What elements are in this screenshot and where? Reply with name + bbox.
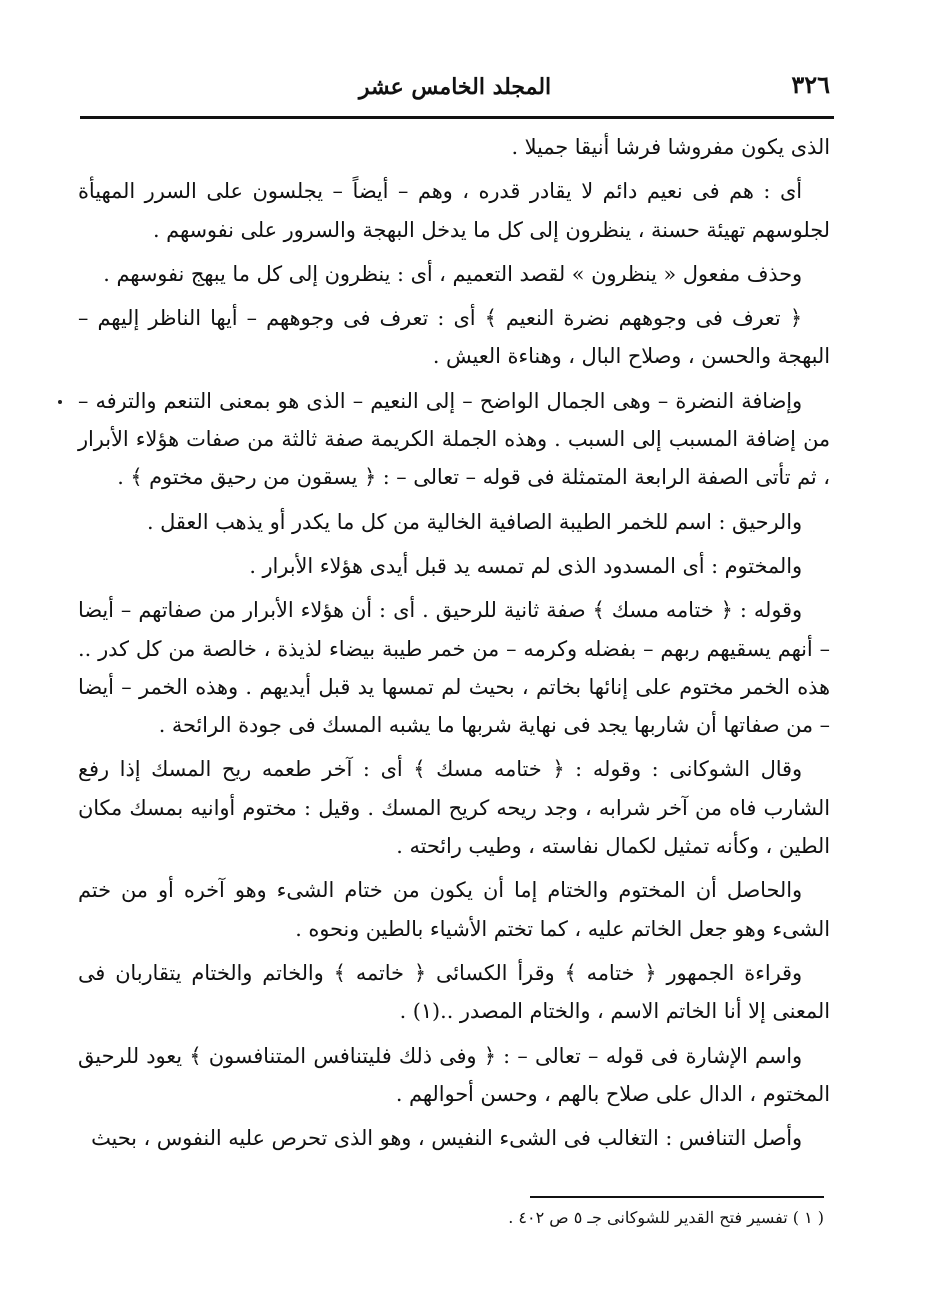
paragraph: والحاصل أن المختوم والختام إما أن يكون من ختام الشىء وهو آخره أو من ختم الشىء وهو جعل الخاتم عليه ، كما تختم الأشياء بالطين ونحوه . [78, 878, 830, 941]
paragraph: والرحيق : اسم للخمر الطيبة الصافية الخالية من كل ما يكدر أو يذهب العقل . [146, 509, 802, 534]
paragraph: وقال الشوكانى : وقوله : ﴿ ختامه مسك ﴾ أى : آخر طعمه ريح المسك إذا رفع الشارب فاه من آخر شرابه ، وجد ريحه كريح المسك . وقيل : مختوم أوانيه بمسك مكان الطين ، وكأنه تمثيل لكمال نفاسته ، وطيب رائحته . [78, 757, 830, 859]
margin-mark [58, 400, 62, 404]
paragraph: وإضافة النضرة – وهى الجمال الواضح – إلى النعيم – الذى هو بمعنى التنعم والترفه – من إضافة المسبب إلى السبب . وهذه الجملة الكريمة صفة ثالثة من صفات هؤلاء الأبرار ، ثم تأتى الصفة الرابعة المتمثلة فى قوله – تعالى – : ﴿ يسقون من رحيق مختوم ﴾ . [78, 388, 830, 490]
body-text [78, 128, 830, 1163]
header-divider [80, 116, 834, 119]
paragraph: الذى يكون مفروشا فرشا أنيقا جميلا . [511, 135, 830, 159]
paragraph: والمختوم : أى المسدود الذى لم تمسه يد قبل أيدى هؤلاء الأبرار . [249, 553, 802, 578]
paragraph: وقراءة الجمهور ﴿ ختامه ﴾ وقرأ الكسائى ﴿ خاتمه ﴾ والخاتم والختام يتقاربان فى المعنى إلا أنا الخاتم الاسم ، والختام المصدر ..(١) . [78, 960, 830, 1024]
paragraph: أى : هم فى نعيم دائم لا يقادر قدره ، وهم – أيضاً – يجلسون على السرر المهيأة لجلوسهم تهيئة حسنة ، ينظرون إلى كل ما يدخل البهجة والسرور على نفوسهم . [78, 179, 830, 242]
paragraph: وقوله : ﴿ ختامه مسك ﴾ صفة ثانية للرحيق . أى : أن هؤلاء الأبرار من صفاتهم – أيضا – أنهم يسقيهم ربهم – بفضله وكرمه – من خمر طيبة بيضاء لذيذة ، خالصة من كل كدر .. هذه الخمر مختوم على إنائها بخاتم ، بحيث لم تمسها يد قبل أيديهم . وهذه الخمر – أيضا – من صفاتها أن شاربها يجد فى نهاية شربها ما يشبه المسك فى جودة الرائحة . [78, 598, 830, 738]
paragraph: وأصل التنافس : التغالب فى الشىء النفيس ، وهو الذى تحرص عليه النفوس ، بحيث [91, 1126, 802, 1151]
page-header [80, 64, 830, 114]
footnote-divider [530, 1196, 824, 1198]
paragraph: واسم الإشارة فى قوله – تعالى – : ﴿ وفى ذلك فليتنافس المتنافسون ﴾ يعود للرحيق المختوم ، الدال على صلاح بالهم ، وحسن أحوالهم . [78, 1043, 830, 1106]
footnote: ( ١ ) تفسير فتح القدير للشوكانى جـ ٥ ص ٤٠٢ . [508, 1208, 824, 1227]
paragraph: وحذف مفعول « ينظرون » لقصد التعميم ، أى : ينظرون إلى كل ما يبهج نفوسهم . [103, 261, 802, 286]
running-title: المجلد الخامس عشر [358, 74, 552, 100]
paragraph: ﴿ تعرف فى وجوههم نضرة النعيم ﴾ أى : تعرف فى وجوههم – أيها الناظر إليهم – البهجة والحسن ، وصلاح البال ، وهناءة العيش . [78, 306, 830, 369]
page-number: ٣٢٦ [791, 70, 830, 99]
